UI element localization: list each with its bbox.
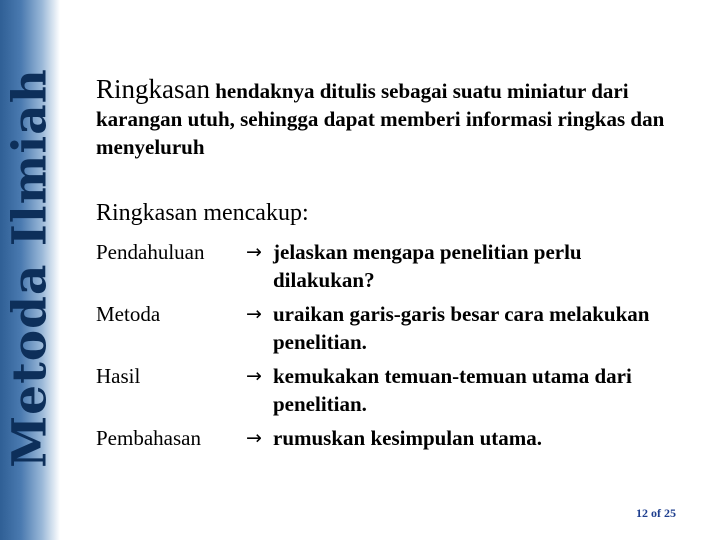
intro-text: hendaknya ditulis sebagai suatu miniatur dari karangan utuh, sehingga dapat memberi informasi ringkas dan menyeluruh	[96, 79, 665, 159]
arrow-icon: →	[246, 241, 262, 263]
list-item	[96, 300, 696, 362]
list-item	[96, 362, 696, 424]
arrow-icon: →	[246, 427, 262, 449]
item-label: Pendahuluan	[96, 240, 205, 264]
section-heading: Ringkasan mencakup:	[96, 200, 309, 226]
item-description: rumuskan kesimpulan utama.	[273, 426, 542, 450]
intro-paragraph	[96, 75, 696, 161]
page-number: 12 of 25	[636, 506, 676, 520]
item-description: kemukakan temuan-temuan utama dari penelitian.	[273, 364, 632, 416]
item-description: jelaskan mengapa penelitian perlu dilakukan?	[273, 240, 582, 292]
item-description: uraikan garis-garis besar cara melakukan penelitian.	[273, 302, 650, 354]
item-label: Metoda	[96, 302, 161, 326]
item-label: Hasil	[96, 364, 141, 388]
arrow-icon: →	[246, 303, 262, 325]
item-label: Pembahasan	[96, 426, 201, 450]
list-item	[96, 238, 696, 300]
sidebar-title: Metoda Ilmiah	[2, 68, 58, 468]
list-item	[96, 424, 696, 458]
sidebar-banner	[0, 0, 60, 540]
summary-list	[96, 238, 696, 458]
intro-lead-word: Ringkasan	[96, 74, 210, 104]
arrow-icon: →	[246, 365, 262, 387]
